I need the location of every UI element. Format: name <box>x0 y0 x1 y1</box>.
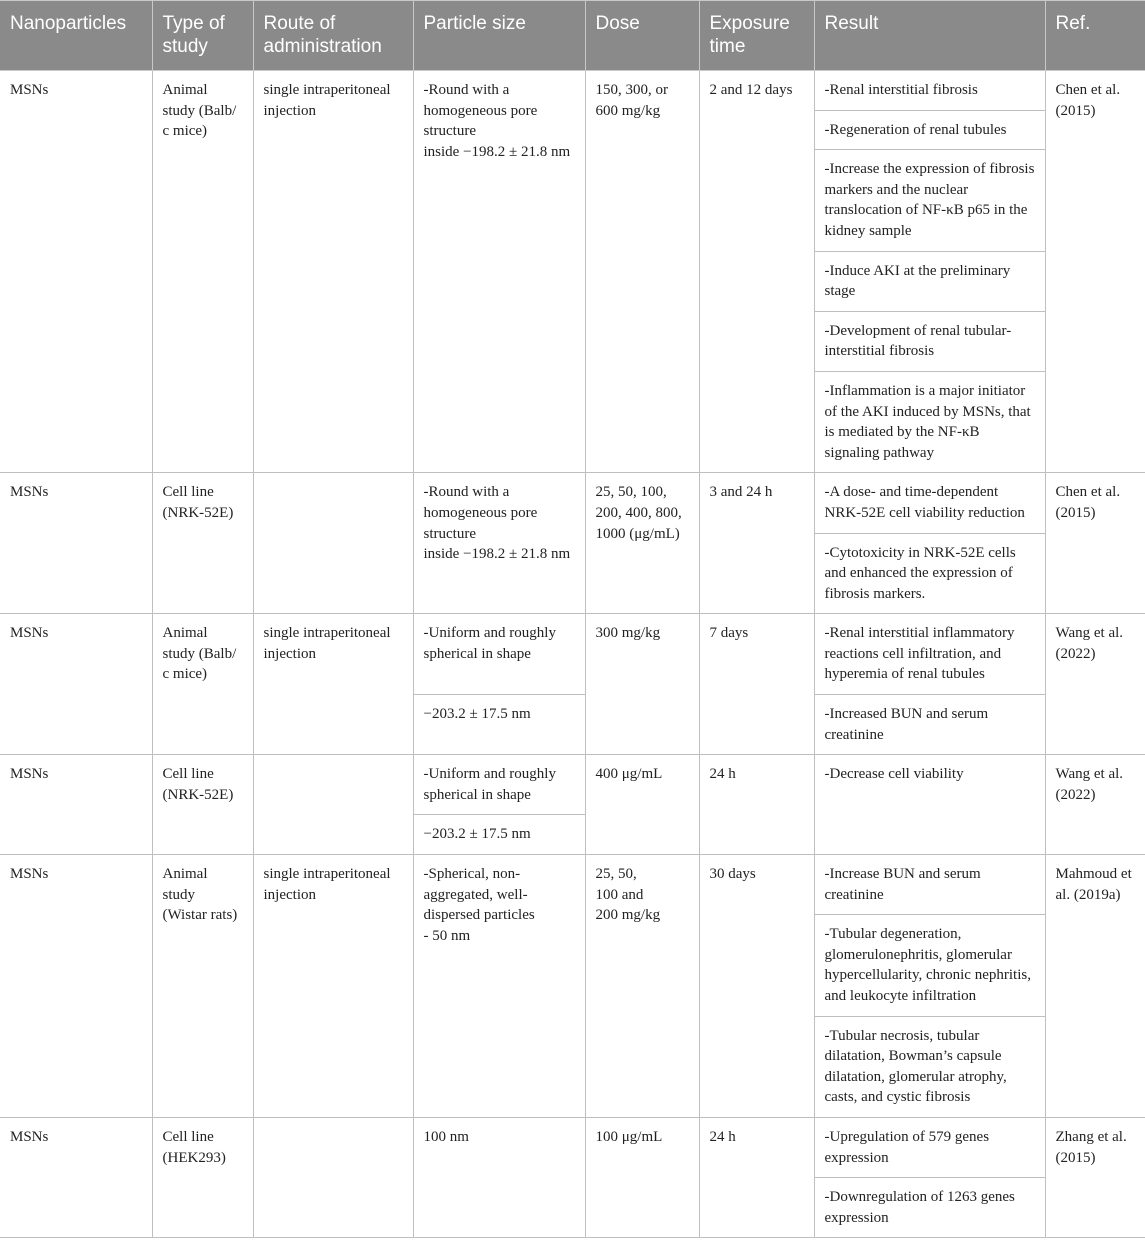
result-cell: -Development of renal tubular-interstitial fibrosis <box>814 311 1045 371</box>
header-nanoparticles: Nanoparticles <box>0 1 152 71</box>
reference-cell: Mahmoud et al. (2019a) <box>1045 855 1145 1118</box>
result-cell: -Decrease cell viability <box>814 755 1045 855</box>
nanoparticles-cell: MSNs <box>0 755 152 855</box>
nanoparticles-cell: MSNs <box>0 473 152 614</box>
study-type-cell: Animal study (Balb/ c mice) <box>152 71 253 473</box>
table-row <box>0 473 1145 533</box>
result-cell: -Renal interstitial fibrosis <box>814 71 1045 111</box>
header-result: Result <box>814 1 1045 71</box>
table-row <box>0 71 1145 111</box>
dose-cell: 25, 50, 100 and 200 mg/kg <box>585 855 699 1118</box>
particle-size-cell: -Uniform and roughly spherical in shape <box>413 755 585 815</box>
result-cell: -Inflammation is a major initiator of the AKI induced by MSNs, that is mediated by the NF-κB signaling pathway <box>814 371 1045 472</box>
header-route: Route of administration <box>253 1 413 71</box>
exposure-time-cell: 7 days <box>699 614 814 755</box>
route-cell: single intraperitoneal injection <box>253 855 413 1118</box>
header-dose: Dose <box>585 1 699 71</box>
dose-cell: 100 μg/mL <box>585 1117 699 1237</box>
study-type-cell: Cell line (HEK293) <box>152 1117 253 1237</box>
result-cell: -Increased BUN and serum creatinine <box>814 695 1045 755</box>
exposure-time-cell: 2 and 12 days <box>699 71 814 473</box>
dose-cell: 150, 300, or 600 mg/kg <box>585 71 699 473</box>
table-row <box>0 1117 1145 1177</box>
particle-size-cell: -Uniform and roughly spherical in shape <box>413 614 585 695</box>
route-cell <box>253 755 413 855</box>
result-cell: -Tubular necrosis, tubular dilatation, Bowman’s capsule dilatation, glomerular atrophy, casts, and cystic fibrosis <box>814 1016 1045 1117</box>
nanoparticles-cell: MSNs <box>0 71 152 473</box>
result-cell: -Cytotoxicity in NRK-52E cells and enhanced the expression of fibrosis markers. <box>814 533 1045 614</box>
particle-size-cell: -Round with a homogeneous pore structure inside −198.2 ± 21.8 nm <box>413 71 585 473</box>
dose-cell: 25, 50, 100, 200, 400, 800, 1000 (μg/mL) <box>585 473 699 614</box>
header-exposure-time: Exposure time <box>699 1 814 71</box>
reference-cell: Chen et al. (2015) <box>1045 473 1145 614</box>
result-cell: -Renal interstitial inflammatory reactions cell infiltration, and hyperemia of renal tubules <box>814 614 1045 695</box>
nanoparticles-cell: MSNs <box>0 1117 152 1237</box>
table-row <box>0 855 1145 915</box>
result-cell: -Upregulation of 579 genes expression <box>814 1117 1045 1177</box>
exposure-time-cell: 24 h <box>699 1117 814 1237</box>
reference-cell: Wang et al. (2022) <box>1045 614 1145 755</box>
nanoparticles-cell: MSNs <box>0 855 152 1118</box>
reference-cell: Chen et al. (2015) <box>1045 71 1145 473</box>
exposure-time-cell: 3 and 24 h <box>699 473 814 614</box>
reference-cell: Wang et al. (2022) <box>1045 755 1145 855</box>
study-type-cell: Animal study (Balb/ c mice) <box>152 614 253 755</box>
nanoparticles-cell: MSNs <box>0 614 152 755</box>
route-cell: single intraperitoneal injection <box>253 71 413 473</box>
particle-size-cell: -Spherical, non-aggregated, well-dispersed particles - 50 nm <box>413 855 585 1118</box>
header-particle-size: Particle size <box>413 1 585 71</box>
result-cell: -Downregulation of 1263 genes expression <box>814 1178 1045 1238</box>
result-cell: -Increase the expression of fibrosis markers and the nuclear translocation of NF-κB p65 in the kidney sample <box>814 150 1045 251</box>
study-type-cell: Cell line (NRK-52E) <box>152 755 253 855</box>
exposure-time-cell: 24 h <box>699 755 814 855</box>
header-ref: Ref. <box>1045 1 1145 71</box>
table-row <box>0 755 1145 815</box>
particle-size-cell: −203.2 ± 17.5 nm <box>413 695 585 755</box>
result-cell: -A dose- and time-dependent NRK-52E cell viability reduction <box>814 473 1045 533</box>
table-row <box>0 614 1145 695</box>
study-type-cell: Cell line (NRK-52E) <box>152 473 253 614</box>
header-row <box>0 1 1145 71</box>
particle-size-cell: 100 nm <box>413 1117 585 1237</box>
route-cell: single intraperitoneal injection <box>253 614 413 755</box>
table-body <box>0 71 1145 1238</box>
result-cell: -Induce AKI at the preliminary stage <box>814 251 1045 311</box>
particle-size-cell: −203.2 ± 17.5 nm <box>413 815 585 855</box>
exposure-time-cell: 30 days <box>699 855 814 1118</box>
dose-cell: 400 μg/mL <box>585 755 699 855</box>
route-cell <box>253 1117 413 1237</box>
result-cell: -Increase BUN and serum creatinine <box>814 855 1045 915</box>
reference-cell: Zhang et al. (2015) <box>1045 1117 1145 1237</box>
header-type-of-study: Type of study <box>152 1 253 71</box>
particle-size-cell: -Round with a homogeneous pore structure inside −198.2 ± 21.8 nm <box>413 473 585 614</box>
dose-cell: 300 mg/kg <box>585 614 699 755</box>
result-cell: -Regeneration of renal tubules <box>814 110 1045 150</box>
route-cell <box>253 473 413 614</box>
result-cell: -Tubular degeneration, glomerulonephritis, glomerular hypercellularity, chronic nephritis, and leukocyte infiltration <box>814 915 1045 1016</box>
study-type-cell: Animal study (Wistar rats) <box>152 855 253 1118</box>
